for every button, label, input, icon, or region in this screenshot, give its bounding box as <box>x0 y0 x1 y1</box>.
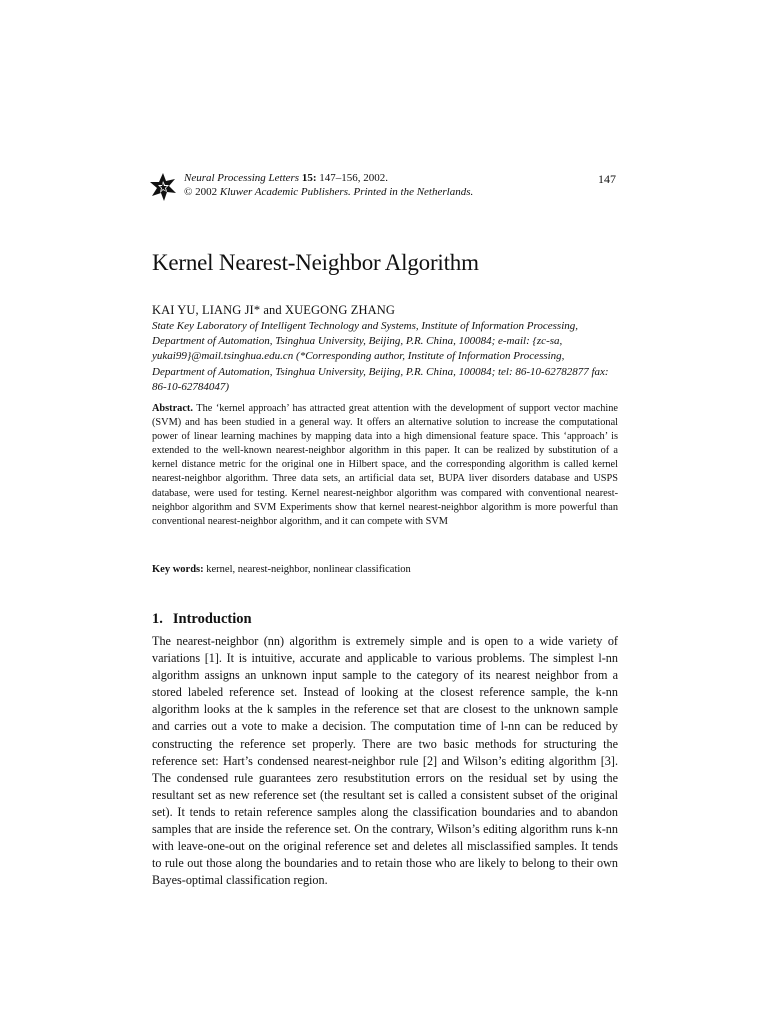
authors-primary: KAI YU, LIANG JI* <box>152 303 261 317</box>
journal-name: Neural Processing Letters <box>184 172 300 184</box>
copyright-symbol: © <box>184 186 193 198</box>
abstract-text: The ‘kernel approach’ has attracted great attention with the development of support vector machine (SVM) and has been studied in a general way. It offers an alternative solution to increase the computational power of linear learning machines by mapping data into a high dimensional feature space. This ‘approach’ is extended to the well-known nearest-neighbor algorithm in this paper. It can be realized by substitution of a kernel distance metric for the original one in Hilbert space, and the corresponding algorithm is called kernel nearest-neighbor algorithm. Three data sets, an artificial data set, BUPA liver disorders database and USPS database, were used for testing. Kernel nearest-neighbor algorithm was compared with conventional nearest-neighbor algorithm and SVM Experiments show that kernel nearest-neighbor algorithm is more powerful than conventional nearest-neighbor algorithm, and it can compete with SVM <box>152 403 618 527</box>
authors-last: XUEGONG ZHANG <box>284 303 395 317</box>
keywords-label: Key words: <box>152 564 204 575</box>
journal-volume: 15: <box>301 172 317 184</box>
copyright-line <box>184 185 564 199</box>
journal-citation-line <box>184 171 564 185</box>
section-number: 1. <box>152 611 163 627</box>
abstract-label: Abstract. <box>152 403 193 414</box>
section-title: Introduction <box>172 611 252 627</box>
author-list <box>152 303 395 318</box>
author-affiliation: State Key Laboratory of Intelligent Technology and Systems, Institute of Information Processing, Department of Automation, Tsinghua University, Beijing, P.R. China, 100084; e-mail: {zc-sa, yukai99}@mail.tsinghua.edu.cn (*Corresponding author, Institute of Information Processing, Department of Automation, Tsinghua University, Beijing, P.R. China, 100084; tel: 86-10-62782877 fax: 86-10-62784047) <box>152 320 609 393</box>
keywords-text: kernel, nearest-neighbor, nonlinear classification <box>206 564 411 575</box>
introduction-paragraph: The nearest-neighbor (nn) algorithm is extremely simple and is open to a wide variety of variations [1]. It is intuitive, accurate and applicable to various problems. The simplest l-nn algorithm assigns an unknown input sample to the category of its nearest neighbor from a stored labeled reference set. Instead of looking at the closest reference sample, the k-nn algorithm looks at the k samples in the reference set that are closest to the unknown sample and carries out a vote to make a decision. The computation time of l-nn can be reduced by constructing the reference set properly. There are two basic methods for structuring the reference set: Hart’s condensed nearest-neighbor rule [2] and Wilson’s editing algorithm [3]. The condensed rule guarantees zero resubstitution errors on the residual set by using the resultant set as new reference set (the resultant set is called a consistent subset of the original set). It tends to retain reference samples along the classification boundaries and to abandon samples that are inside the reference set. On the contrary, Wilson’s editing algorithm runs k-nn with leave-one-out on the original reference set and deletes all misclassified samples. It tends to rule out those along the boundaries and to retain those who are likely to belong to their own Bayes-optimal classification region. <box>152 634 618 888</box>
copyright-year: 2002 <box>195 186 218 198</box>
publisher-name: Kluwer Academic Publishers. Printed in the Netherlands. <box>219 186 474 198</box>
paper-title: Kernel Nearest-Neighbor Algorithm <box>152 250 479 275</box>
journal-header <box>184 171 564 199</box>
publisher-star-logo-icon <box>150 173 176 201</box>
journal-pages-year: 147–156, 2002. <box>319 172 389 184</box>
keywords <box>152 564 411 575</box>
abstract <box>152 402 618 529</box>
page-number: 147 <box>598 172 616 186</box>
section-heading-introduction <box>152 611 252 628</box>
authors-conjunction: and <box>260 303 285 317</box>
